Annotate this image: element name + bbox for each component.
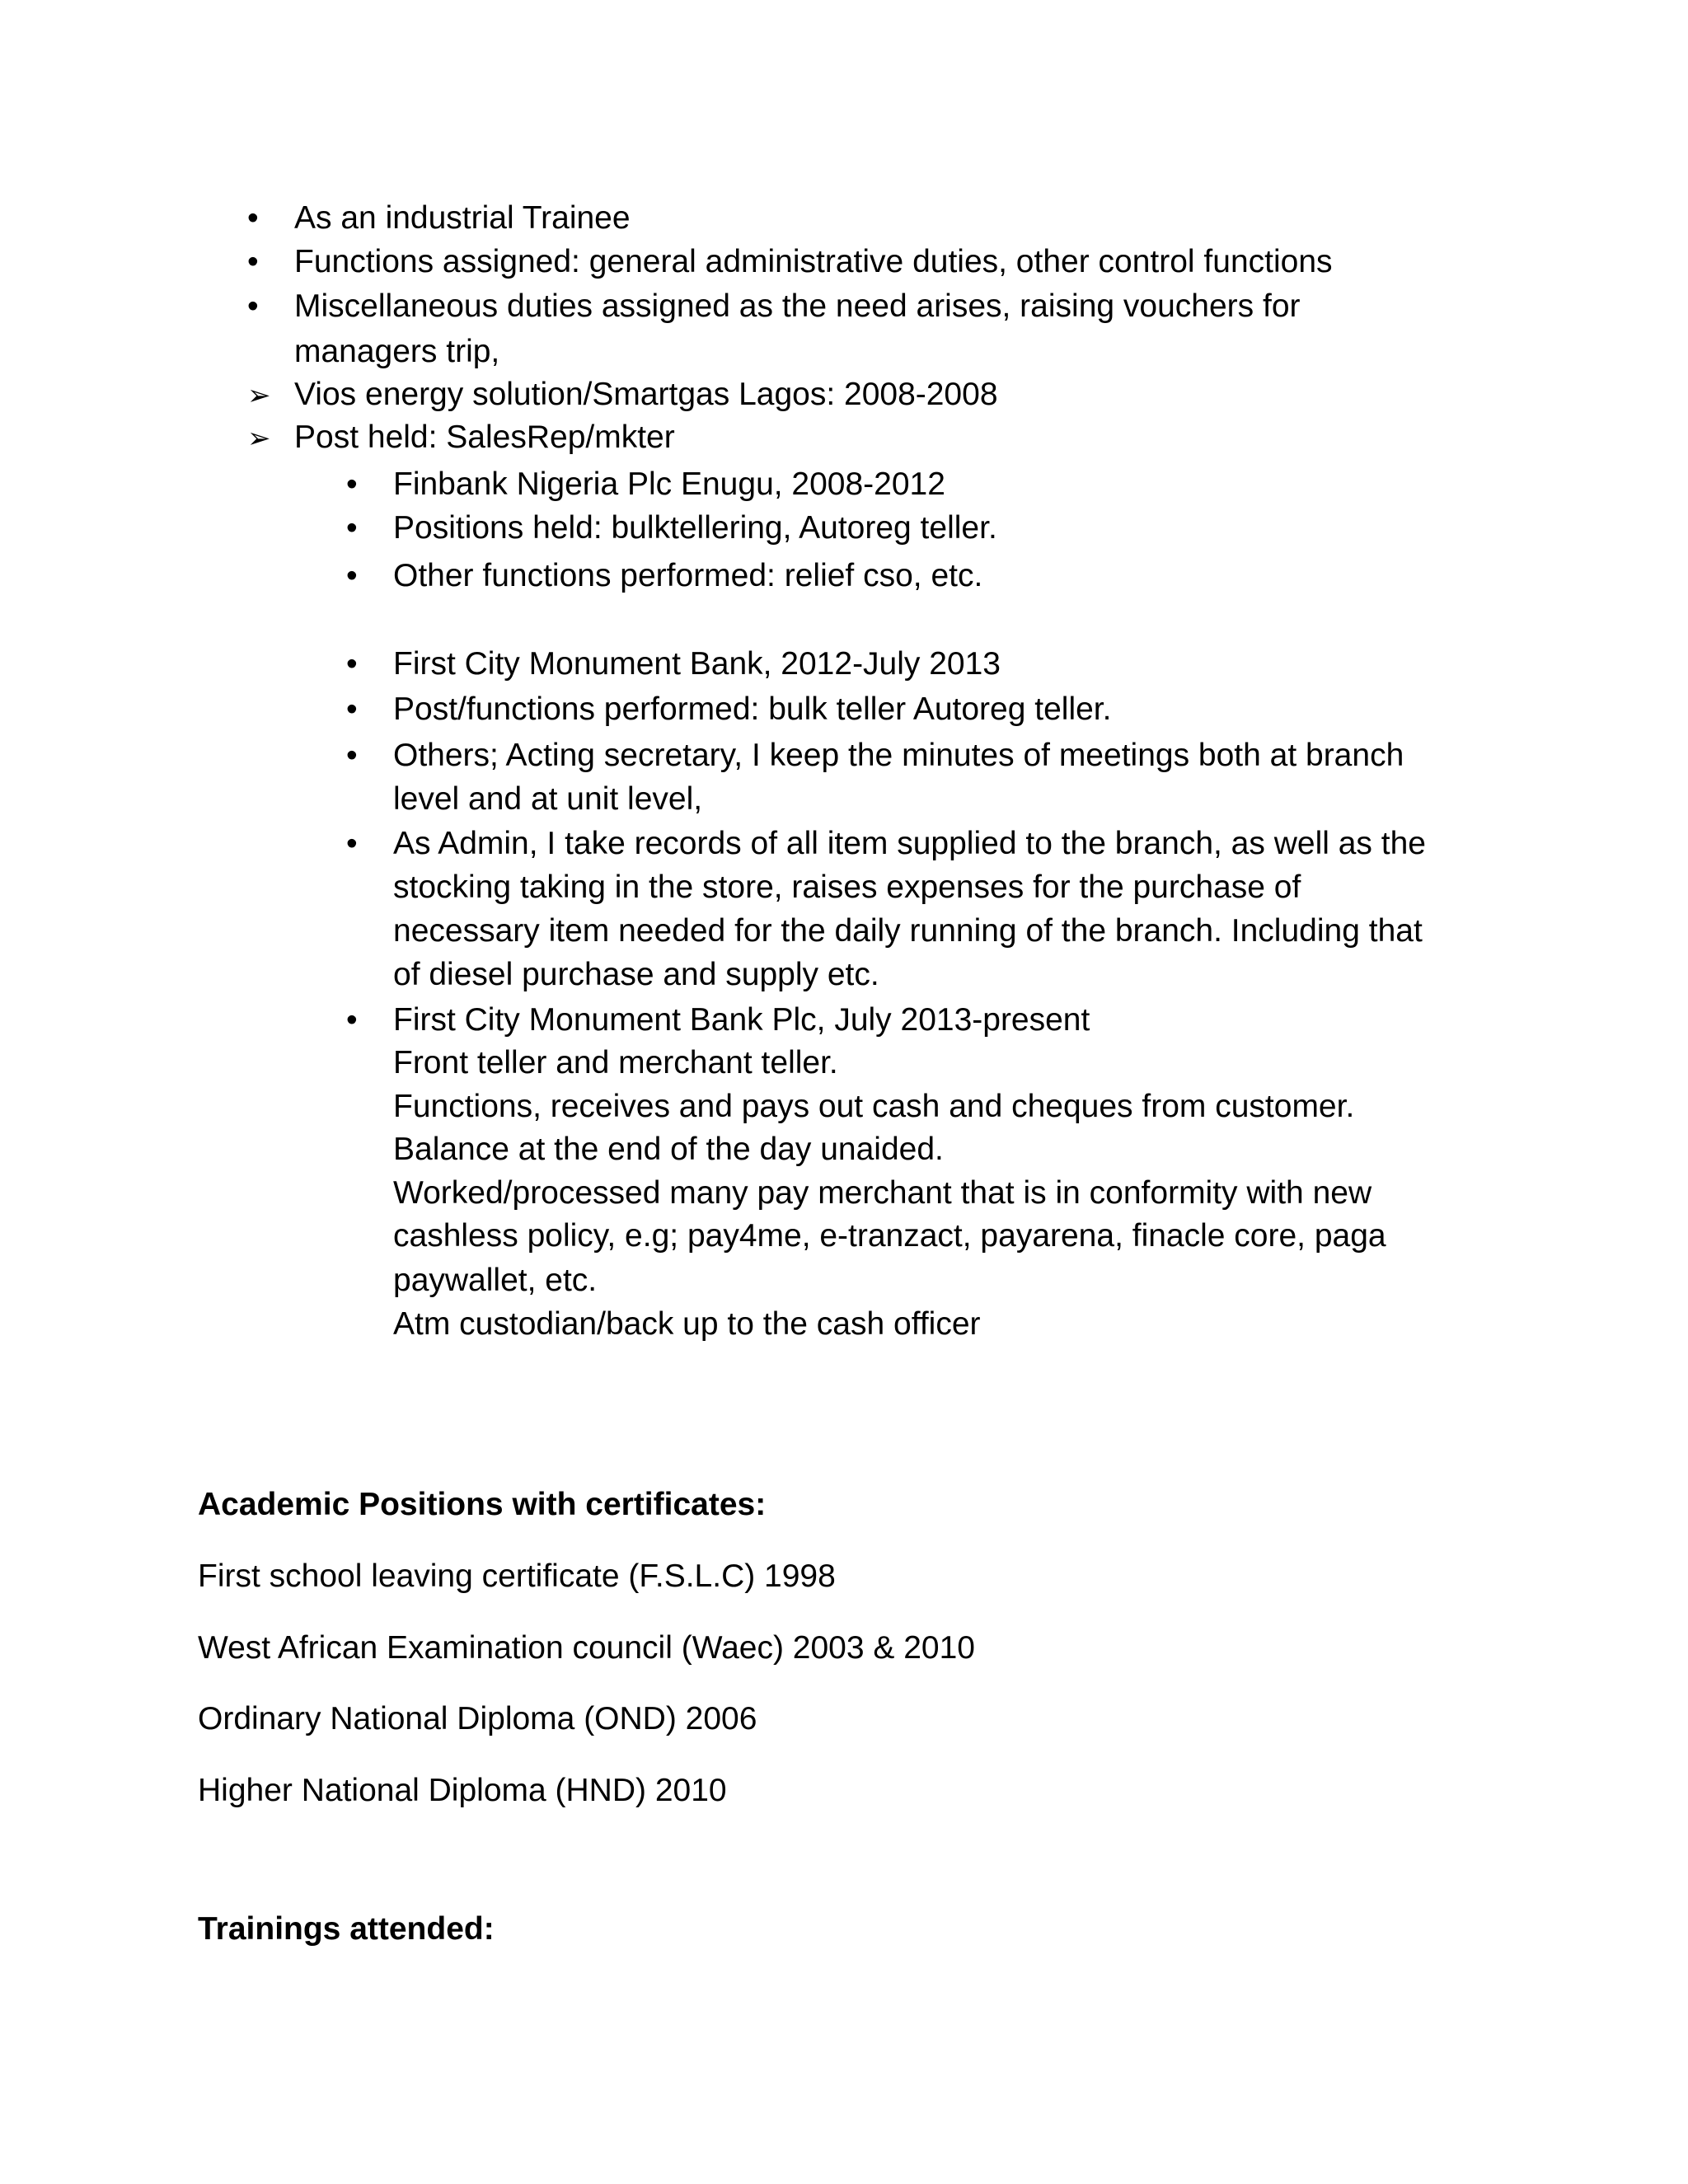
list-item: Finbank Nigeria Plc Enugu, 2008-2012 <box>393 466 945 502</box>
list-item: Miscellaneous duties assigned as the need arises, raising vouchers for <box>294 288 1301 324</box>
academic-item: West African Examination council (Waec) 2003 & 2010 <box>198 1630 975 1666</box>
list-item: Positions held: bulktellering, Autoreg teller. <box>393 510 997 546</box>
section-heading-academic: Academic Positions with certificates: <box>198 1487 767 1522</box>
list-item: Post/functions performed: bulk teller Autoreg teller. <box>393 691 1112 727</box>
academic-item: Higher National Diploma (HND) 2010 <box>198 1773 727 1808</box>
list-item-continuation: stocking taking in the store, raises expenses for the purchase of <box>393 869 1301 905</box>
bullet-icon <box>346 1001 358 1039</box>
list-item-continuation: paywallet, etc. <box>393 1263 598 1298</box>
section-heading-trainings: Trainings attended: <box>198 1911 495 1947</box>
list-item: Others; Acting secretary, I keep the minutes of meetings both at branch <box>393 738 1404 773</box>
list-item: Vios energy solution/Smartgas Lagos: 2008-2008 <box>294 377 998 412</box>
list-item: As Admin, I take records of all item supplied to the branch, as well as the <box>393 826 1426 861</box>
arrow-bullet-icon <box>247 376 271 415</box>
list-item-continuation: Atm custodian/back up to the cash officer <box>393 1306 981 1342</box>
academic-item: Ordinary National Diploma (OND) 2006 <box>198 1701 757 1736</box>
bullet-icon <box>346 691 358 729</box>
list-item: First City Monument Bank Plc, July 2013-present <box>393 1002 1090 1038</box>
list-item: Post held: SalesRep/mkter <box>294 419 675 455</box>
bullet-icon <box>346 645 358 683</box>
list-item-continuation: level and at unit level, <box>393 781 703 817</box>
bullet-icon <box>346 737 358 775</box>
list-item-continuation: of diesel purchase and supply etc. <box>393 957 879 992</box>
list-item-continuation: Balance at the end of the day unaided. <box>393 1132 944 1167</box>
list-item-continuation: cashless policy, e.g; pay4me, e-tranzact, payarena, finacle core, paga <box>393 1218 1386 1254</box>
list-item: Other functions performed: relief cso, etc. <box>393 558 983 593</box>
bullet-icon <box>247 288 259 326</box>
bullet-icon <box>346 557 358 595</box>
list-item-continuation: Functions, receives and pays out cash and cheques from customer. <box>393 1089 1355 1124</box>
bullet-icon <box>346 466 358 504</box>
bullet-icon <box>346 509 358 547</box>
list-item: As an industrial Trainee <box>294 200 631 236</box>
academic-item: First school leaving certificate (F.S.L.C) 1998 <box>198 1558 836 1594</box>
list-item-continuation: Worked/processed many pay merchant that is in conformity with new <box>393 1175 1372 1211</box>
list-item-continuation: managers trip, <box>294 334 500 369</box>
bullet-icon <box>247 243 259 281</box>
bullet-icon <box>346 825 358 863</box>
list-item-continuation: Front teller and merchant teller. <box>393 1045 838 1080</box>
list-item: First City Monument Bank, 2012-July 2013 <box>393 646 1001 682</box>
list-item: Functions assigned: general administrative duties, other control functions <box>294 244 1333 279</box>
arrow-bullet-icon <box>247 419 271 457</box>
list-item-continuation: necessary item needed for the daily running of the branch. Including that <box>393 913 1423 949</box>
bullet-icon <box>247 199 259 237</box>
